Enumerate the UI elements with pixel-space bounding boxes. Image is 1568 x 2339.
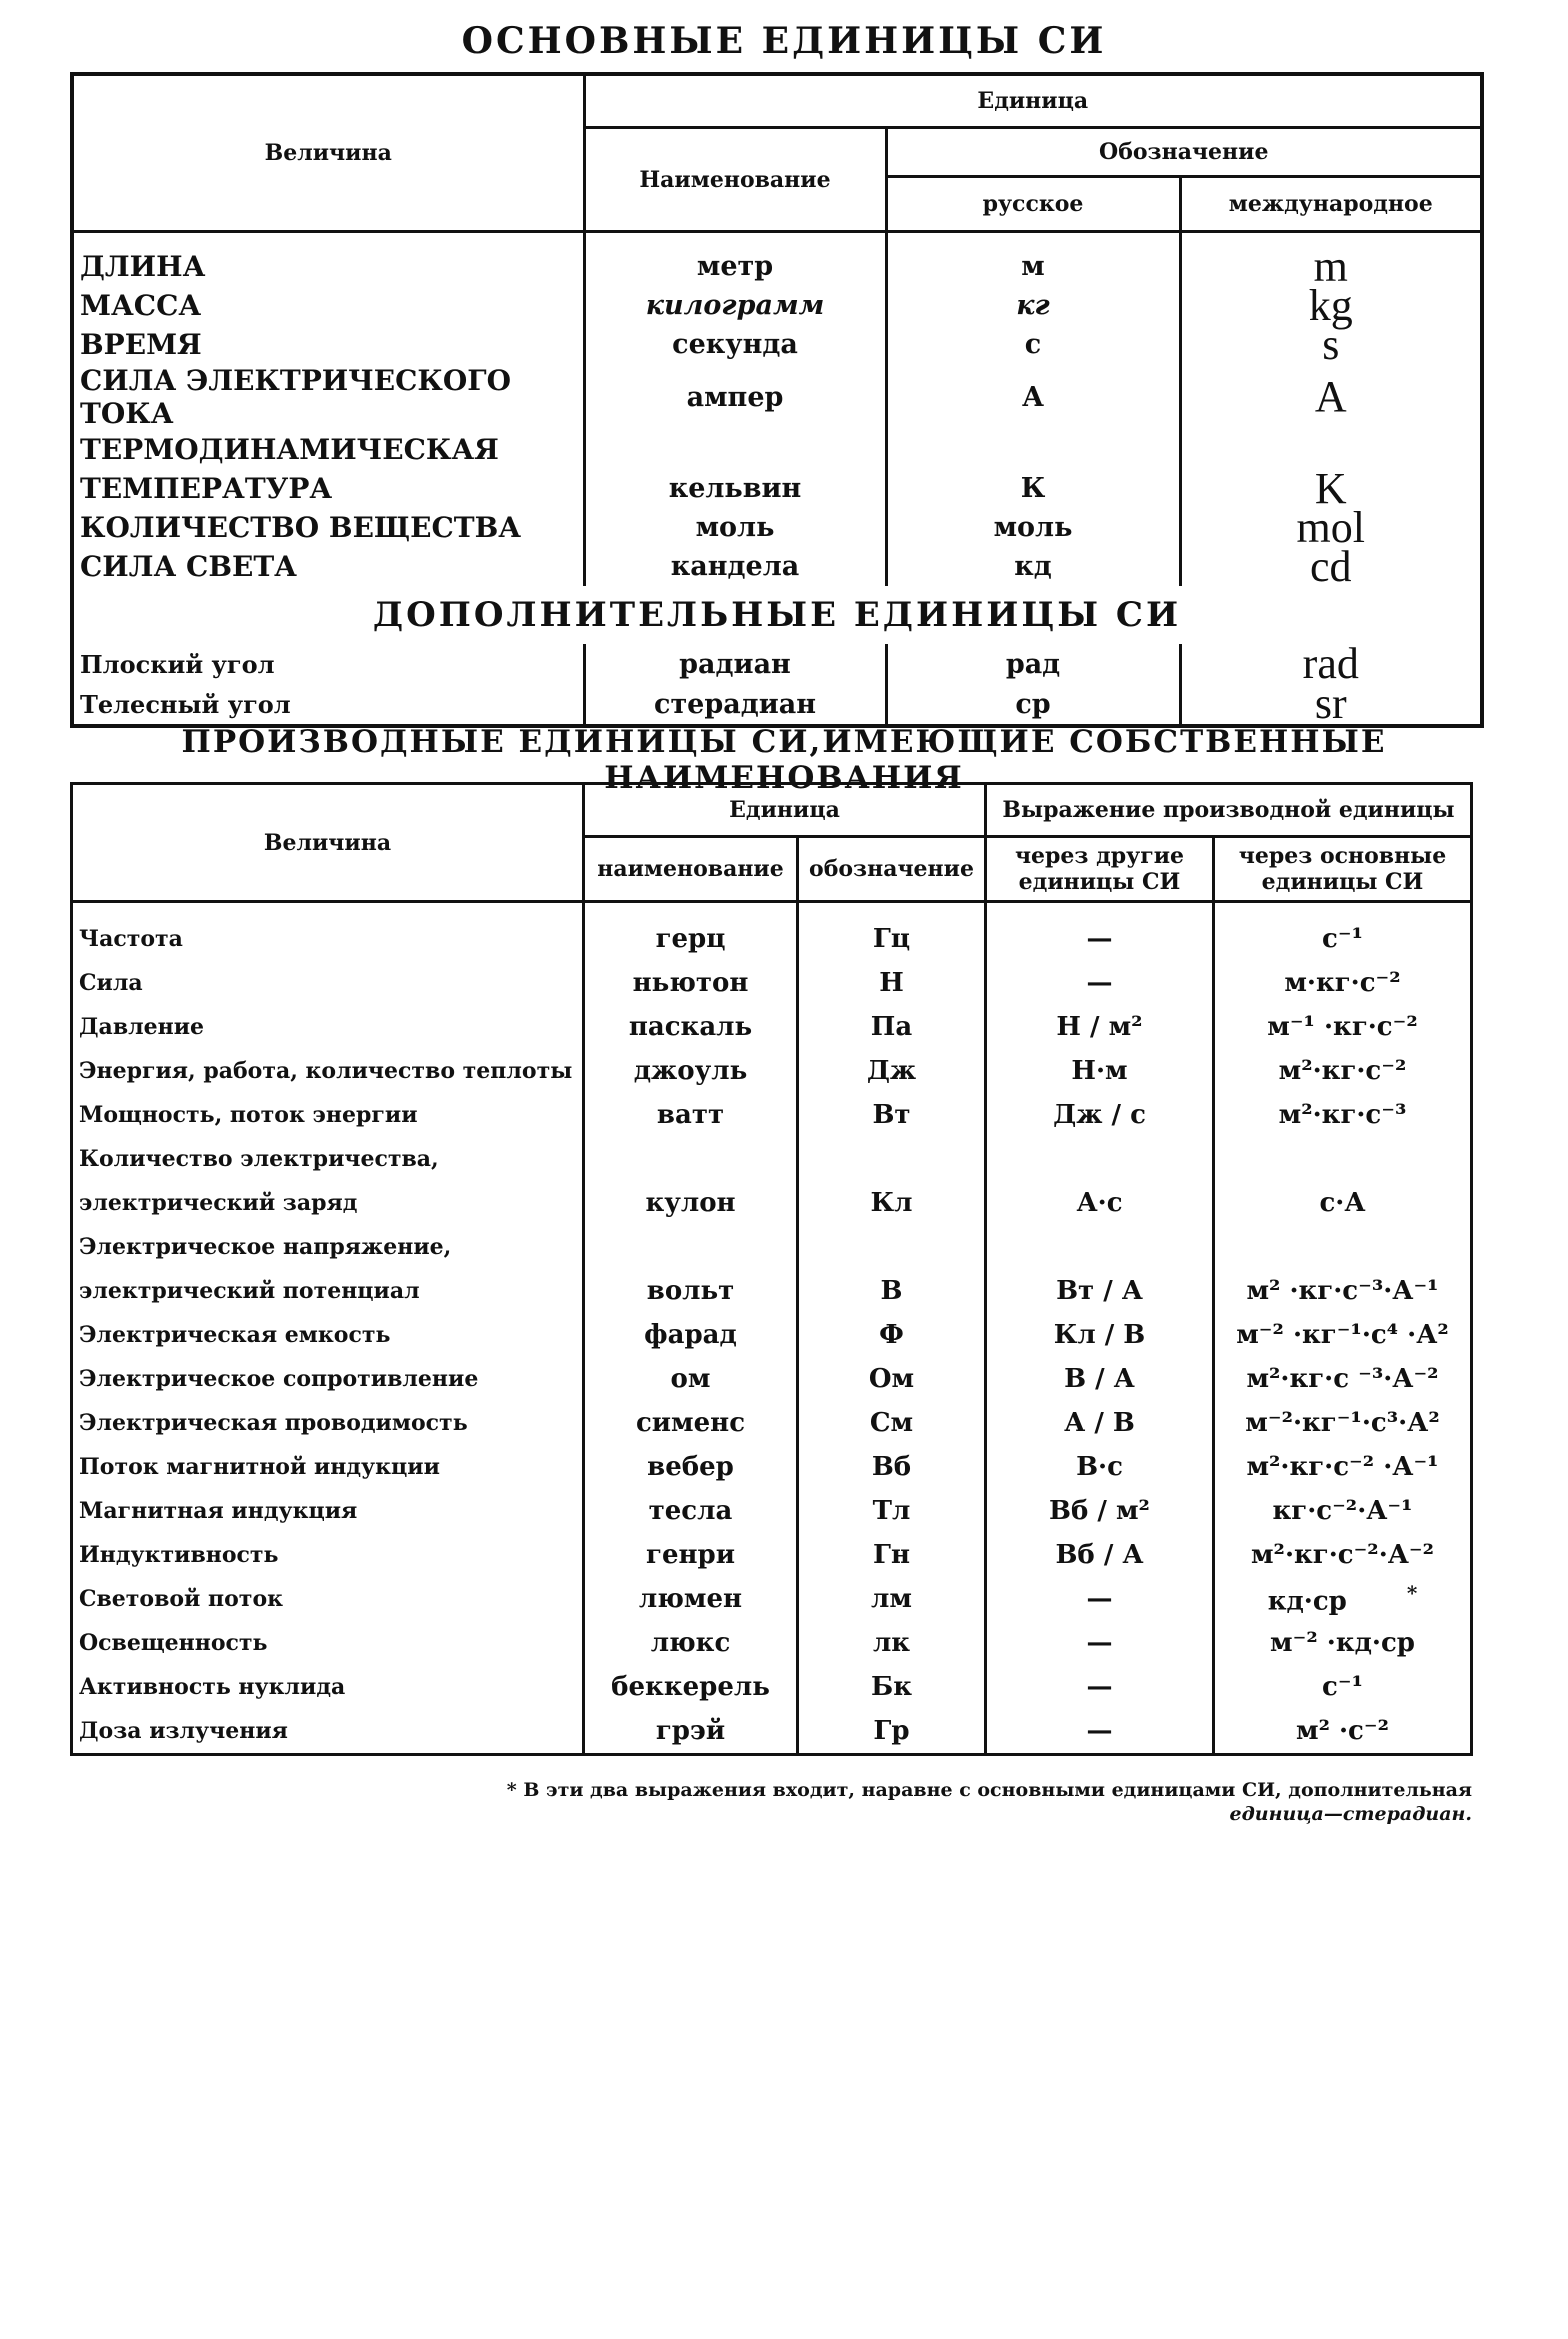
derived-units-table [70,782,1473,1756]
unit-symbol-cell: Бк [798,1665,986,1709]
unit-symbol-cell: лк [798,1621,986,1665]
unit-name-cell: кандела [584,547,886,586]
name-header: наименование [584,837,798,902]
via-base-cell [1214,1093,1472,1137]
intl-symbol-cell: m [1180,247,1482,286]
table-row [72,430,1482,469]
unit-symbol-cell: Н [798,961,986,1005]
intl-symbol-cell: sr [1180,684,1482,726]
via-other-cell: Кл / В [986,1313,1214,1357]
quantity-cell-continued: ТЕМПЕРАТУРА [72,469,584,508]
via-base-cell [1214,1577,1472,1621]
ru-symbol-cell: К [886,469,1180,508]
quantity-cell: ВРЕМЯ [72,325,584,364]
quantity-cell: Электрическая емкость [72,1313,584,1357]
quantity-cell: Телесный угол [72,684,584,726]
unit-symbol-cell: Ф [798,1313,986,1357]
footnote-marker: * [1406,1581,1418,1606]
table-row [72,547,1482,586]
via-base-header: через основные единицы СИ [1214,837,1472,902]
via-base-cell [1214,1709,1472,1755]
table-row [72,961,1472,1005]
table-row [72,1093,1472,1137]
unit-name-cell: моль [584,508,886,547]
table-row [72,1621,1472,1665]
symbol-header: Обозначение [886,128,1482,177]
base-expression: с·А [1319,1188,1366,1218]
quantity-cell: Электрическое напряжение, [72,1225,584,1269]
quantity-cell: СИЛА ЭЛЕКТРИЧЕСКОГО ТОКА [72,364,584,430]
quantity-cell: Сила [72,961,584,1005]
quantity-cell: ТЕРМОДИНАМИЧЕСКАЯ [72,430,584,469]
via-other-header: через другие единицы СИ [986,837,1214,902]
via-base-cell [1214,1049,1472,1093]
table-row [72,917,1472,961]
unit-name-cell: беккерель [584,1665,798,1709]
table-row [72,1665,1472,1709]
unit-header: Единица [584,784,986,837]
base-expression: м² ·с⁻² [1295,1716,1390,1746]
table-row [72,1181,1472,1225]
footnote [200,1778,1472,1826]
base-expression: м⁻² ·кг⁻¹·с⁴ ·А² [1236,1320,1449,1350]
ru-symbol-cell: ср [886,684,1180,726]
intl-symbol-cell: rad [1180,644,1482,684]
intl-symbol-cell: s [1180,325,1482,364]
unit-symbol-cell: Гн [798,1533,986,1577]
unit-symbol-cell: Ом [798,1357,986,1401]
table-row [72,1709,1472,1755]
via-base-cell [1214,1533,1472,1577]
ru-symbol-cell: кг [886,286,1180,325]
intl-symbol-cell: A [1180,364,1482,430]
ru-symbol-cell: моль [886,508,1180,547]
table-row [72,286,1482,325]
intl-symbol-cell: mol [1180,508,1482,547]
via-other-cell: А / В [986,1401,1214,1445]
table-row [72,1533,1472,1577]
table-row [72,247,1482,286]
unit-header: Единица [584,74,1482,128]
table-row [72,1137,1472,1181]
derived-units-title: ПРОИЗВОДНЫЕ ЕДИНИЦЫ СИ,ИМЕЮЩИЕ СОБСТВЕННЫЕ НАИМЕНОВАНИЯ [181,724,1387,796]
ru-symbol-cell: кд [886,547,1180,586]
quantity-cell: Электрическая проводимость [72,1401,584,1445]
base-units-table [70,72,1484,728]
unit-name-cell: люкс [584,1621,798,1665]
table-row [72,508,1482,547]
unit-symbol-cell: Вб [798,1445,986,1489]
unit-name-cell: вольт [584,1269,798,1313]
via-other-cell: В·с [986,1445,1214,1489]
unit-name-cell: стерадиан [584,684,886,726]
quantity-cell: Поток магнитной индукции [72,1445,584,1489]
via-other-cell: А·с [986,1181,1214,1225]
unit-symbol-cell: Вт [798,1093,986,1137]
quantity-cell-continued: электрический заряд [72,1181,584,1225]
quantity-cell: Индуктивность [72,1533,584,1577]
via-base-cell [1214,1489,1472,1533]
base-expression: м²·кг·с⁻²·А⁻² [1250,1540,1435,1570]
quantity-cell: СИЛА СВЕТА [72,547,584,586]
name-header: Наименование [584,128,886,232]
footnote-line: * В эти два выражения входит, наравне с основными единицами СИ, дополнительная [506,1779,1472,1801]
unit-name-cell: тесла [584,1489,798,1533]
unit-name-cell: кельвин [584,469,886,508]
ru-symbol-cell: А [886,364,1180,430]
international-header: международное [1180,177,1482,232]
via-other-cell: Вт / А [986,1269,1214,1313]
via-other-cell: — [986,917,1214,961]
base-expression: м²·кг·с⁻² ·А⁻¹ [1246,1452,1439,1482]
base-expression: кд·ср [1267,1586,1347,1617]
via-other-cell: Дж / с [986,1093,1214,1137]
via-other-cell: — [986,1665,1214,1709]
russian-header: русское [886,177,1180,232]
table-row [72,684,1482,726]
base-expression: м⁻² ·кд·ср [1270,1628,1415,1658]
quantity-cell: Освещенность [72,1621,584,1665]
base-expression: с⁻¹ [1322,1672,1363,1702]
unit-symbol-cell: Гц [798,917,986,961]
base-expression: м²·кг·с ⁻³·А⁻² [1246,1364,1439,1394]
via-base-cell [1214,1401,1472,1445]
via-other-cell: — [986,1621,1214,1665]
via-other-cell: Вб / А [986,1533,1214,1577]
unit-symbol-cell: Дж [798,1049,986,1093]
unit-name-cell: герц [584,917,798,961]
quantity-cell: Мощность, поток энергии [72,1093,584,1137]
unit-name-cell: секунда [584,325,886,364]
unit-name-cell: паскаль [584,1005,798,1049]
table-row [72,1357,1472,1401]
via-other-cell: В / А [986,1357,1214,1401]
quantity-cell-continued: электрический потенциал [72,1269,584,1313]
table-row [72,1269,1472,1313]
base-expression: м²·кг·с⁻³ [1278,1100,1407,1130]
quantity-cell: Магнитная индукция [72,1489,584,1533]
intl-symbol-cell: kg [1180,286,1482,325]
unit-name-cell: ом [584,1357,798,1401]
via-base-cell [1214,1181,1472,1225]
via-other-cell: Вб / м² [986,1489,1214,1533]
unit-name-cell: ватт [584,1093,798,1137]
quantity-cell: Световой поток [72,1577,584,1621]
quantity-cell: Активность нуклида [72,1665,584,1709]
base-expression: с⁻¹ [1322,924,1363,954]
intl-symbol-cell: cd [1180,547,1482,586]
table-row [72,1005,1472,1049]
unit-name-cell: вебер [584,1445,798,1489]
base-expression: м²·кг·с⁻² [1278,1056,1407,1086]
unit-symbol-cell: Па [798,1005,986,1049]
quantity-cell: Количество электричества, [72,1137,584,1181]
via-other-cell: Н / м² [986,1005,1214,1049]
via-base-cell [1214,917,1472,961]
table-row [72,1313,1472,1357]
ru-symbol-cell: с [886,325,1180,364]
unit-name-cell: ньютон [584,961,798,1005]
unit-symbol-cell: Гр [798,1709,986,1755]
empty-cell [798,1137,986,1181]
table-row [72,364,1482,430]
unit-name-cell: килограмм [584,286,886,325]
unit-symbol-cell: лм [798,1577,986,1621]
unit-name-cell: ампер [584,364,886,430]
unit-name-cell: джоуль [584,1049,798,1093]
quantity-cell: МАССА [72,286,584,325]
unit-name-cell: генри [584,1533,798,1577]
base-units-title: ОСНОВНЫЕ ЕДИНИЦЫ СИ [461,20,1107,62]
empty-cell [986,1137,1214,1181]
table-row [72,1489,1472,1533]
via-other-cell: — [986,1577,1214,1621]
quantity-cell: ДЛИНА [72,247,584,286]
base-expression: кг·с⁻²·А⁻¹ [1272,1496,1413,1526]
quantity-cell: КОЛИЧЕСТВО ВЕЩЕСТВА [72,508,584,547]
empty-cell [798,1225,986,1269]
base-expression: м⁻¹ ·кг·с⁻² [1267,1012,1418,1042]
table-row [72,1225,1472,1269]
via-other-cell: Н·м [986,1049,1214,1093]
quantity-cell: Давление [72,1005,584,1049]
table-row [72,644,1482,684]
table-row [72,325,1482,364]
unit-name-cell: сименс [584,1401,798,1445]
empty-cell [584,1225,798,1269]
table-row [72,1401,1472,1445]
table-row [72,469,1482,508]
table-row [72,1577,1472,1621]
base-expression: м⁻²·кг⁻¹·с³·А² [1245,1408,1440,1438]
quantity-cell: Доза излучения [72,1709,584,1755]
base-expression: м² ·кг·с⁻³·А⁻¹ [1246,1276,1439,1306]
via-other-cell: — [986,1709,1214,1755]
via-base-cell [1214,1269,1472,1313]
unit-name-cell: метр [584,247,886,286]
empty-cell [1214,1225,1472,1269]
via-base-cell [1214,1313,1472,1357]
unit-name-cell: люмен [584,1577,798,1621]
via-base-cell [1214,1357,1472,1401]
ru-symbol-cell: м [886,247,1180,286]
table-row [72,1049,1472,1093]
via-base-cell [1214,1621,1472,1665]
intl-symbol-cell: K [1180,469,1482,508]
via-base-cell [1214,1005,1472,1049]
via-other-cell: — [986,961,1214,1005]
unit-name-cell: грэй [584,1709,798,1755]
empty-cell [584,1137,798,1181]
empty-cell [1214,1137,1472,1181]
base-expression: м·кг·с⁻² [1284,968,1401,998]
unit-name-cell: фарад [584,1313,798,1357]
via-base-cell [1214,1665,1472,1709]
quantity-header: Величина [72,74,584,232]
quantity-cell: Частота [72,917,584,961]
expression-header: Выражение производной единицы [986,784,1472,837]
ru-symbol-cell: рад [886,644,1180,684]
empty-cell [986,1225,1214,1269]
quantity-header: Величина [72,784,584,902]
table-row [72,1445,1472,1489]
quantity-cell: Плоский угол [72,644,584,684]
via-base-cell [1214,1445,1472,1489]
quantity-cell: Энергия, работа, количество теплоты [72,1049,584,1093]
unit-symbol-cell: См [798,1401,986,1445]
footnote-line: единица—стерадиан. [1229,1803,1472,1825]
unit-name-cell: радиан [584,644,886,684]
unit-symbol-cell: Кл [798,1181,986,1225]
symbol-header: обозначение [798,837,986,902]
supplementary-units-title: ДОПОЛНИТЕЛЬНЫЕ ЕДИНИЦЫ СИ [372,595,1182,635]
unit-name-cell: кулон [584,1181,798,1225]
quantity-cell: Электрическое сопротивление [72,1357,584,1401]
via-base-cell [1214,961,1472,1005]
unit-symbol-cell: В [798,1269,986,1313]
unit-symbol-cell: Тл [798,1489,986,1533]
